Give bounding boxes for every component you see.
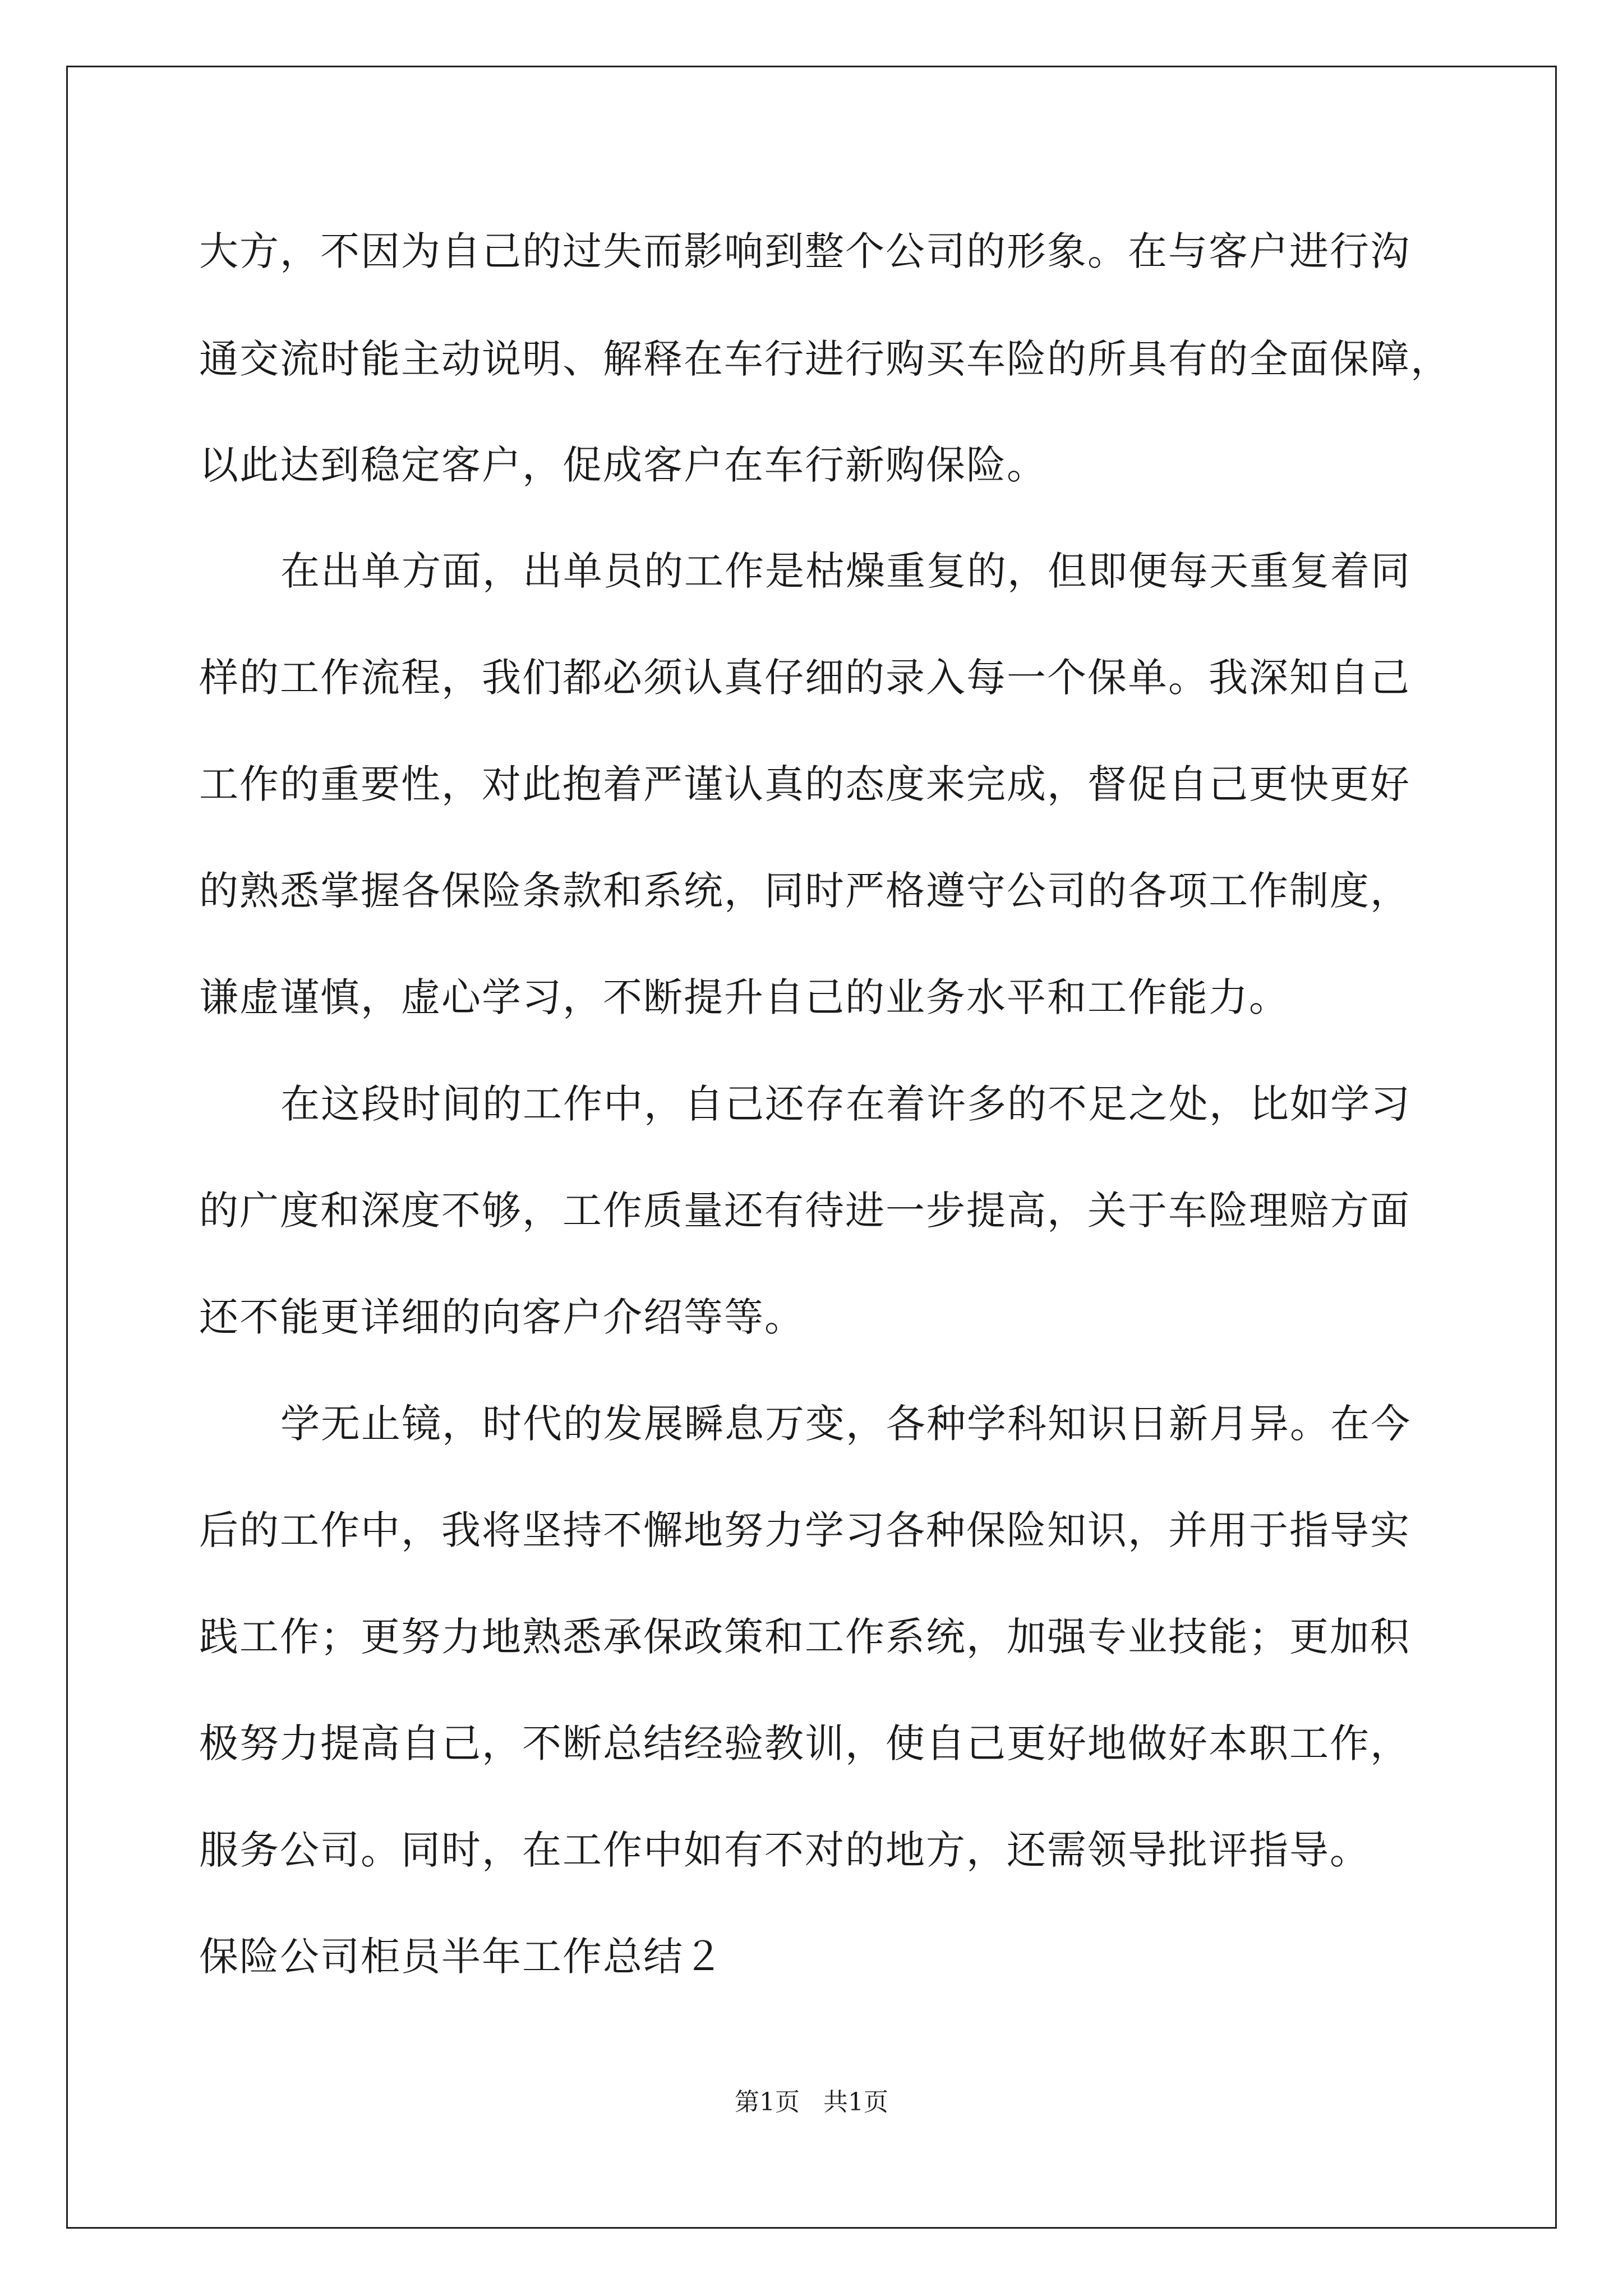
text-line: 极努力提高自己，不断总结经验教训，使自己更好地做好本职工作，: [199, 1720, 1410, 1766]
text-line: 样的工作流程，我们都必须认真仔细的录入每一个保单。我深知自己: [199, 655, 1410, 701]
section-heading: 保险公司柜员半年工作总结２: [199, 1934, 724, 1980]
page-number: 第1页 共1页: [735, 2088, 888, 2116]
text-line: 以此达到稳定客户，促成客户在车行新购保险。: [199, 442, 1047, 488]
page-border: [66, 66, 1557, 2229]
paragraph-first-line: 学无止镜，时代的发展瞬息万变，各种学科知识日新月异。在今: [280, 1401, 1411, 1447]
text-line: 的广度和深度不够，工作质量还有待进一步提高，关于车险理赔方面: [199, 1188, 1410, 1234]
text-line: 还不能更详细的向客户介绍等等。: [199, 1294, 805, 1340]
text-line: 谦虚谨慎，虚心学习，不断提升自己的业务水平和工作能力。: [199, 974, 1289, 1020]
text-line: 工作的重要性，对此抱着严谨认真的态度来完成，督促自己更快更好: [199, 761, 1410, 807]
paragraph-first-line: 在这段时间的工作中，自己还存在着许多的不足之处，比如学习: [280, 1081, 1411, 1127]
text-line: 通交流时能主动说明、解释在车行进行购买车险的所具有的全面保障，: [199, 336, 1451, 382]
paragraph-first-line: 在出单方面，出单员的工作是枯燥重复的，但即便每天重复着同: [280, 548, 1411, 594]
text-line: 后的工作中，我将坚持不懈地努力学习各种保险知识，并用于指导实: [199, 1507, 1410, 1553]
text-line: 服务公司。同时，在工作中如有不对的地方，还需领导批评指导。: [199, 1827, 1370, 1873]
text-line: 大方，不因为自己的过失而影响到整个公司的形象。在与客户进行沟: [199, 228, 1410, 274]
text-line: 的熟悉掌握各保险条款和系统，同时严格遵守公司的各项工作制度，: [199, 868, 1410, 914]
text-line: 践工作；更努力地熟悉承保政策和工作系统，加强专业技能；更加积: [199, 1614, 1410, 1660]
